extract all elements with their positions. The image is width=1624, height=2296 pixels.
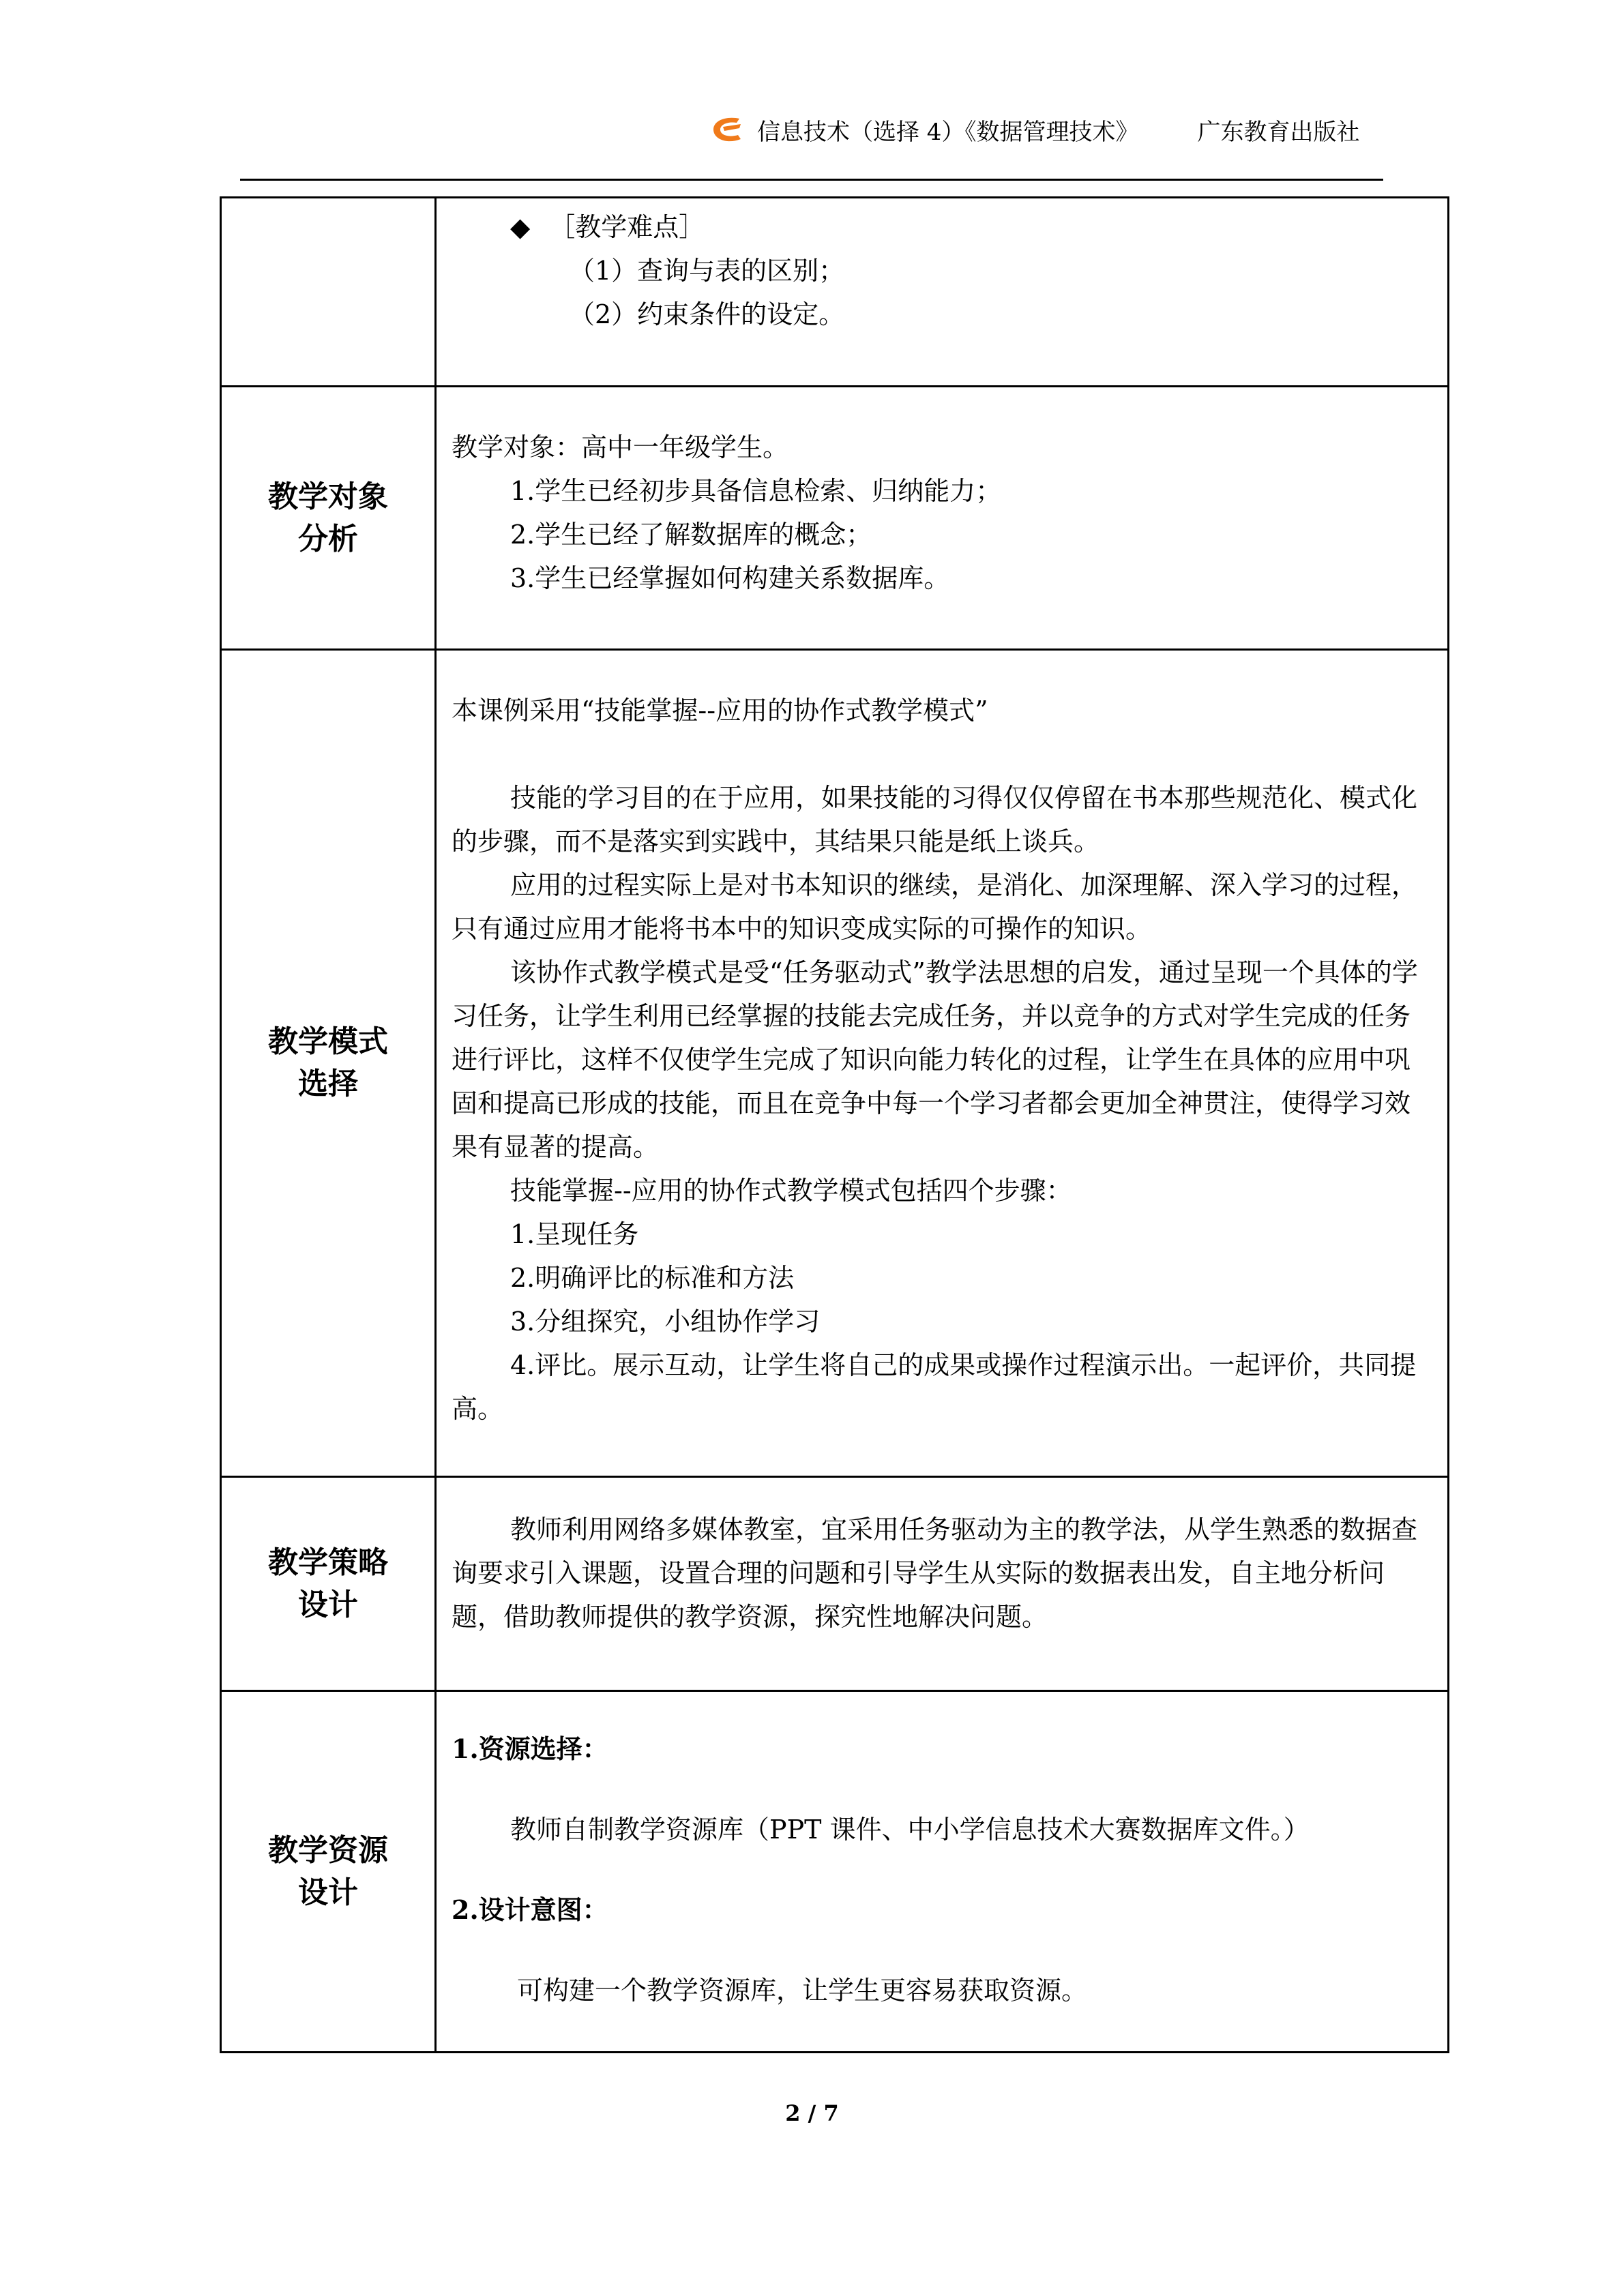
resource-heading: 1.资源选择： <box>452 1733 608 1764</box>
list-item: 3.学生已经掌握如何构建关系数据库。 <box>510 563 950 593</box>
design-heading: 2.设计意图： <box>452 1894 608 1925</box>
table-row <box>221 1477 1449 1691</box>
paragraph: 该协作式教学模式是受“任务驱动式”教学法思想的启发，通过呈现一个具体的学习任务，让学生利用已经掌握的技能去完成任务，并以竞争的方式对学生完成的任务进行评比，这样不仅使学生完成了知识向能力转化的过程，让学生在具体的应用中巩固和提高已形成的技能，而且在竞争中每一个学习者都会更加全神贯注，使得学习效果有显著的提高。 <box>452 957 1418 1162</box>
page-number: 2 / 7 <box>785 2100 839 2126</box>
row-label: 教学资源 设计 <box>221 1691 436 2053</box>
strategy-cell <box>436 1477 1449 1691</box>
table-row <box>221 198 1449 387</box>
teaching-mode-cell <box>436 650 1449 1477</box>
paragraph: 技能掌握--应用的协作式教学模式包括四个步骤： <box>510 1176 1072 1206</box>
row-label: 教学对象 分析 <box>221 387 436 650</box>
paragraph: 技能的学习目的在于应用，如果技能的习得仅仅停留在书本那些规范化、模式化的步骤，而不是落实到实践中，其结果只能是纸上谈兵。 <box>452 783 1418 856</box>
paragraph: 应用的过程实际上是对书本知识的继续，是消化、加深理解、深入学习的过程，只有通过应用才能将书本中的知识变成实际的可操作的知识。 <box>452 870 1418 944</box>
paragraph: 可构建一个教学资源库，让学生更容易获取资源。 <box>517 1976 1088 2006</box>
publisher-logo-icon <box>709 115 745 145</box>
book-title: 信息技术（选择 4）《数据管理技术》 <box>757 118 1139 146</box>
row-label: 教学策略 设计 <box>221 1477 436 1691</box>
audience-cell <box>436 387 1449 650</box>
difficulty-cell <box>436 198 1449 387</box>
table-row <box>221 650 1449 1477</box>
list-item: 4.评比。展示互动，让学生将自己的成果或操作过程演示出。一起评价，共同提高。 <box>452 1350 1417 1424</box>
audience-intro: 教学对象：高中一年级学生。 <box>452 432 789 462</box>
list-item: 2.明确评比的标准和方法 <box>510 1263 795 1293</box>
list-item: 3.分组探究，小组协作学习 <box>510 1307 821 1337</box>
mode-intro: 本课例采用“技能掌握--应用的协作式教学模式” <box>452 696 988 726</box>
page-header <box>709 109 1378 150</box>
row-label: 教学模式 选择 <box>221 650 436 1477</box>
difficulty-heading: ［教学难点］ <box>549 212 705 242</box>
table-row <box>221 387 1449 650</box>
list-item: （1）查询与表的区别； <box>569 256 845 286</box>
lesson-plan-table <box>220 196 1449 2053</box>
list-item: 1.呈现任务 <box>510 1219 639 1249</box>
row-label-empty <box>221 198 436 387</box>
resources-cell <box>436 1691 1449 2053</box>
diamond-bullet-icon: ◆ <box>510 212 531 242</box>
paragraph: 教师利用网络多媒体教室，宜采用任务驱动为主的教学法，从学生熟悉的数据查询要求引入课题，设置合理的问题和引导学生从实际的数据表出发，自主地分析问题，借助教师提供的教学资源，探究性地解决问题。 <box>452 1515 1418 1632</box>
list-item: 2.学生已经了解数据库的概念； <box>510 520 872 550</box>
paragraph: 教师自制教学资源库（PPT 课件、中小学信息技术大赛数据库文件。） <box>510 1815 1310 1845</box>
header-divider <box>240 179 1383 181</box>
list-item: 1.学生已经初步具备信息检索、归纳能力； <box>510 476 1002 506</box>
publisher-name: 广东教育出版社 <box>1197 118 1360 146</box>
list-item: （2）约束条件的设定。 <box>569 299 845 329</box>
table-row <box>221 1691 1449 2053</box>
